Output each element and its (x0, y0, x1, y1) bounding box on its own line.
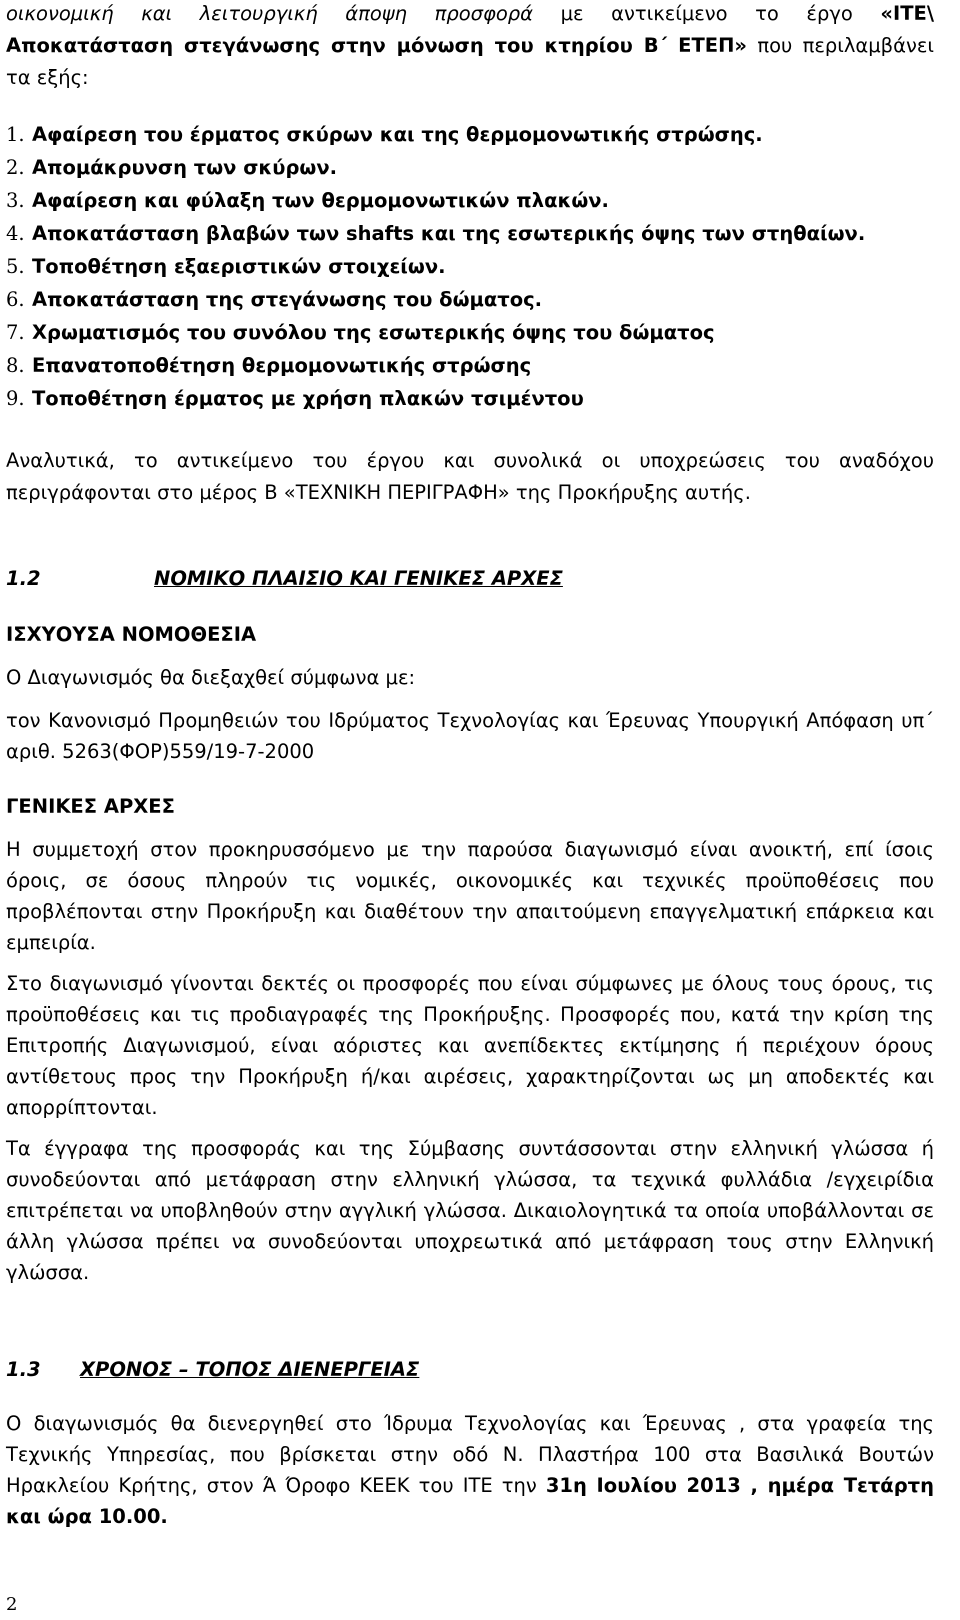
intro-line-1 (6, 4, 934, 24)
list-item: 9. Τοποθέτηση έρματος με χρήση πλακών τσιμέντου (6, 387, 584, 410)
list-item: 4. Αποκατάσταση βλαβών των shafts και της εσωτερικής όψης των στηθαίων. (6, 222, 866, 245)
intro-bold-text: «ΙΤΕ\ (880, 2, 934, 25)
law-reference-line: αριθ. 5263(ΦΟΡ)559/19-7-2000 (6, 740, 315, 763)
paragraph-line: Η συμμετοχή στον προκηρυσσόμενο με την παρούσα διαγωνισμό είναι ανοικτή, επί ίσοις (6, 838, 934, 861)
list-item: 6. Αποκατάσταση της στεγάνωσης του δώματος. (6, 288, 543, 311)
paragraph-line: γλώσσα. (6, 1261, 90, 1284)
paragraph-line (6, 1476, 934, 1496)
paragraph-line: προϋποθέσεις και τις προδιαγραφές της Προκήρυξης. Προσφορές που, κατά την κρίση της (6, 1003, 934, 1026)
section-heading-1-3 (6, 1360, 934, 1380)
paragraph-line: Τεχνικής Υπηρεσίας, που βρίσκεται στην οδό Ν. Πλαστήρα 100 στα Βασιλικά Βουτών (6, 1443, 934, 1466)
intro-line-2 (6, 36, 934, 56)
paragraph-line: Στο διαγωνισμό γίνονται δεκτές οι προσφορές που είναι σύμφωνες με όλους τους όρους, τις (6, 972, 934, 995)
analysis-line: Αναλυτικά, το αντικείμενο του έργου και συνολικά οι υποχρεώσεις του αναδόχου (6, 449, 934, 472)
list-item: 2. Απομάκρυνση των σκύρων. (6, 156, 338, 179)
paragraph-line: Ο διαγωνισμός θα διενεργηθεί στο Ίδρυμα Τεχνολογίας και Έρευνας , στα γραφεία της (6, 1412, 934, 1435)
section-title: ΝΟΜΙΚΟ ΠΛΑΙΣΙΟ ΚΑΙ ΓΕΝΙΚΕΣ ΑΡΧΕΣ (154, 567, 563, 590)
section-title: ΧΡΟΝΟΣ – ΤΟΠΟΣ ΔΙΕΝΕΡΓΕΙΑΣ (80, 1358, 420, 1381)
list-item: 5. Τοποθέτηση εξαεριστικών στοιχείων. (6, 255, 446, 278)
section-heading-1-2 (6, 569, 934, 589)
date-text: 31η Ιουλίου 2013 , ημέρα Τετάρτη (545, 1474, 934, 1497)
intro-italic-text: οικονομική και λειτουργική άποψη προσφορά (6, 2, 534, 25)
analysis-line: περιγράφονται στο μέρος Β «ΤΕΧΝΙΚΗ ΠΕΡΙΓΡΑΦΗ» της Προκήρυξης αυτής. (6, 481, 751, 504)
paragraph-line: Τα έγγραφα της προσφοράς και της Σύμβασης συντάσσονται στην ελληνική γλώσσα ή (6, 1137, 934, 1160)
paragraph-line: συνοδεύονται από μετάφραση στην ελληνική γλώσσα, τα τεχνικά φυλλάδια /εγχειρίδια (6, 1168, 934, 1191)
law-intro: Ο Διαγωνισμός θα διεξαχθεί σύμφωνα με: (6, 666, 416, 689)
paragraph-line: εμπειρία. (6, 931, 96, 954)
list-item: 3. Αφαίρεση και φύλαξη των θερμομονωτικών πλακών. (6, 189, 609, 212)
time-text: και ώρα 10.00. (6, 1505, 168, 1528)
intro-line-3: τα εξής: (6, 66, 89, 89)
paragraph-line: άλλη γλώσσα πρέπει να συνοδεύονται υποχρεωτικά από μετάφραση τους στην Ελληνική (6, 1230, 934, 1253)
law-heading: ΙΣΧΥΟΥΣΑ ΝΟΜΟΘΕΣΙΑ (6, 623, 257, 646)
page-number: 2 (6, 1594, 18, 1615)
project-title: Αποκατάσταση στεγάνωσης στην μόνωση του κτηρίου Β΄ ΕΤΕΠ» (6, 34, 747, 57)
intro-normal-text: με αντικείμενο το έργο (560, 2, 853, 25)
list-item: 7. Χρωματισμός του συνόλου της εσωτερικής όψης του δώματος (6, 321, 715, 344)
section-number: 1.3 (6, 1358, 41, 1381)
paragraph-line: αντίθετους προς την Προκήρυξη ή/και αιρέσεις, χαρακτηρίζονται ως μη αποδεκτές και (6, 1065, 934, 1088)
location-text: Ηρακλείου Κρήτης, στον Ά Όροφο ΚΕΕΚ του ΙΤΕ την (6, 1474, 537, 1497)
paragraph-line: όροις, σε όσους πληρούν τις νομικές, οικονομικές και τεχνικές προϋποθέσεις που (6, 869, 934, 892)
list-item: 8. Επανατοποθέτηση θερμομονωτικής στρώσης (6, 354, 532, 377)
paragraph-line: επιτρέπεται να υποβληθούν στην αγγλική γλώσσα. Δικαιολογητικά τα οποία υποβάλλονται σε (6, 1199, 934, 1222)
paragraph-line: προβλέπονται στην Προκήρυξη και διαθέτουν την απαιτούμενη επαγγελματική επάρκεια και (6, 900, 934, 923)
list-item: 1. Αφαίρεση του έρματος σκύρων και της θερμομονωτικής στρώσης. (6, 123, 763, 146)
paragraph-line: απορρίπτονται. (6, 1096, 158, 1119)
intro-continuation: που περιλαμβάνει (757, 34, 934, 57)
principles-heading: ΓΕΝΙΚΕΣ ΑΡΧΕΣ (6, 795, 175, 818)
section-number: 1.2 (6, 567, 41, 590)
law-reference-line: τον Κανονισμό Προμηθειών του Ιδρύματος Τεχνολογίας και Έρευνας Υπουργική Απόφαση υπ΄ (6, 709, 934, 732)
paragraph-line: Επιτροπής Διαγωνισμού, είναι αόριστες και ανεπίδεκτες εκτίμησης ή περιέχουν όρους (6, 1034, 934, 1057)
